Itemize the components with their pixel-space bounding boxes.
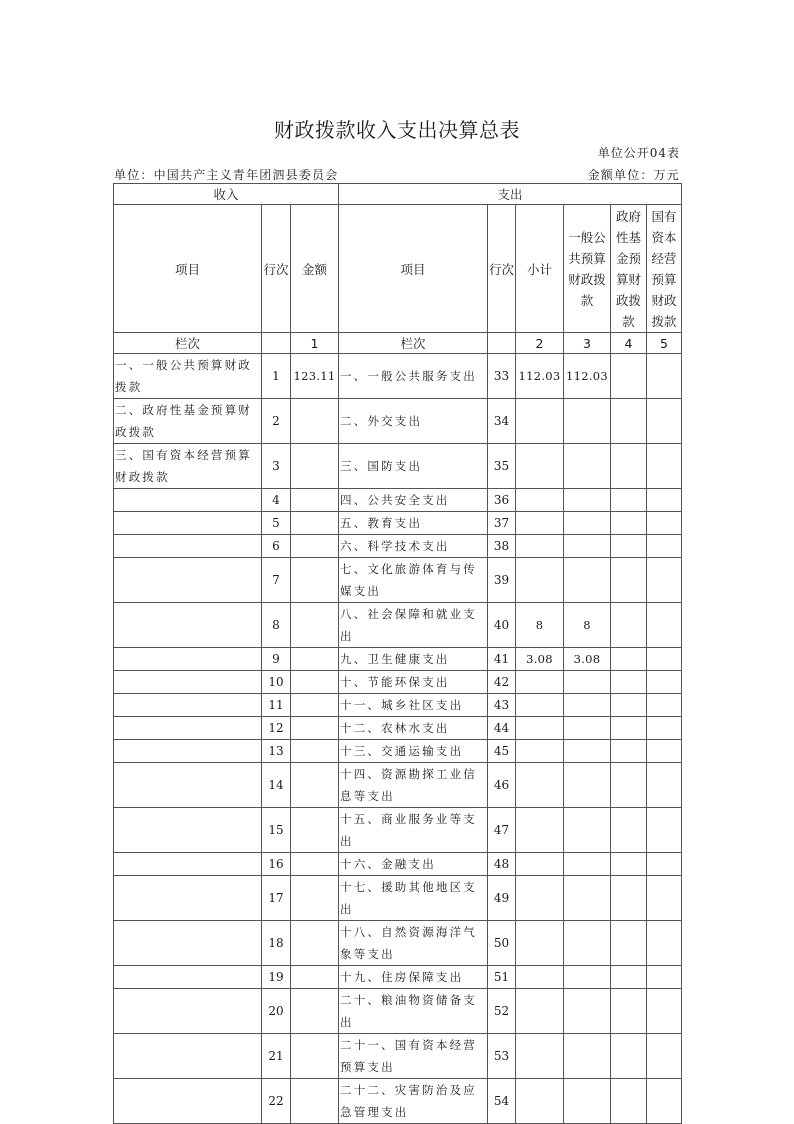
expense-line-cell: 33: [488, 354, 516, 399]
subtotal-cell: [516, 966, 564, 989]
gov-fund-cell: [611, 763, 647, 808]
expense-line-cell: 47: [488, 808, 516, 853]
general-budget-cell: 3.08: [564, 648, 611, 671]
income-amount-cell: [291, 671, 339, 694]
reporting-unit: 单位：中国共产主义青年团泗县委员会: [114, 168, 339, 182]
expense-item-cell: 十四、资源勘探工业信息等支出: [339, 763, 488, 808]
gov-fund-header: [611, 205, 647, 333]
general-budget-cell: [564, 717, 611, 740]
table-row: [114, 921, 682, 966]
gov-fund-cell: [611, 603, 647, 648]
page-title: 财政拨款收入支出决算总表: [274, 118, 520, 142]
table-row: [114, 763, 682, 808]
subtotal-cell: [516, 921, 564, 966]
subtotal-cell: [516, 808, 564, 853]
expense-item-cell: 四、公共安全支出: [339, 489, 488, 512]
state-capital-cell: [647, 535, 682, 558]
subtotal-cell: 8: [516, 603, 564, 648]
expense-item-header: 项目: [339, 205, 488, 333]
form-number: 单位公开04表: [597, 146, 680, 160]
state-capital-cell: [647, 512, 682, 535]
empty-cell: [488, 333, 516, 354]
general-budget-cell: 112.03: [564, 354, 611, 399]
general-budget-cell: [564, 966, 611, 989]
income-amount-cell: [291, 1034, 339, 1079]
expense-item-cell: 十一、城乡社区支出: [339, 694, 488, 717]
income-item-cell: [114, 694, 262, 717]
subtotal-cell: [516, 989, 564, 1034]
income-line-cell: 2: [262, 399, 291, 444]
general-budget-cell: [564, 558, 611, 603]
income-item-cell: [114, 989, 262, 1034]
income-line-cell: 21: [262, 1034, 291, 1079]
expense-line-cell: 49: [488, 876, 516, 921]
header-line: 一般公: [568, 229, 606, 245]
table-row: [114, 1079, 682, 1124]
income-amount-cell: [291, 558, 339, 603]
table-row: [114, 1034, 682, 1079]
subtotal-cell: [516, 399, 564, 444]
subtotal-cell: [516, 763, 564, 808]
income-amount-cell: [291, 694, 339, 717]
header-line: 算财: [615, 271, 641, 287]
subtotal-index: 2: [516, 333, 564, 354]
general-budget-cell: 8: [564, 603, 611, 648]
gov-fund-cell: [611, 921, 647, 966]
subtotal-header: 小计: [516, 205, 564, 333]
income-item-cell: [114, 966, 262, 989]
income-item-cell: [114, 1079, 262, 1124]
state-capital-cell: [647, 876, 682, 921]
header-line: 经营: [651, 250, 677, 266]
general-budget-cell: [564, 444, 611, 489]
subtotal-cell: [516, 535, 564, 558]
general-budget-cell: [564, 989, 611, 1034]
state-capital-cell: [647, 853, 682, 876]
income-amount-cell: [291, 399, 339, 444]
gov-fund-cell: [611, 694, 647, 717]
gov-fund-cell: [611, 535, 647, 558]
income-amount-cell: [291, 876, 339, 921]
header-line: 财政拨: [568, 271, 606, 287]
header-line: 款: [580, 292, 594, 308]
income-amount-cell: [291, 921, 339, 966]
income-item-cell: [114, 876, 262, 921]
income-line-cell: 10: [262, 671, 291, 694]
table-row: [114, 603, 682, 648]
income-amount-cell: [291, 1079, 339, 1124]
header-line: 金预: [615, 250, 641, 266]
subtotal-cell: 112.03: [516, 354, 564, 399]
income-amount-cell: [291, 740, 339, 763]
income-line-cell: 15: [262, 808, 291, 853]
general-budget-cell: [564, 1034, 611, 1079]
state-capital-cell: [647, 966, 682, 989]
income-line-header: 行次: [262, 205, 291, 333]
subtotal-cell: [516, 444, 564, 489]
header-line: 资本: [651, 229, 677, 245]
gov-fund-cell: [611, 648, 647, 671]
expense-line-cell: 35: [488, 444, 516, 489]
header-line: 共预算: [568, 250, 606, 266]
table-row: [114, 489, 682, 512]
general-budget-cell: [564, 535, 611, 558]
empty-cell: [262, 333, 291, 354]
expense-index-label: 栏次: [339, 333, 488, 354]
expense-line-cell: 41: [488, 648, 516, 671]
income-line-cell: 8: [262, 603, 291, 648]
header-line: 预算: [651, 271, 677, 287]
expense-item-cell: 五、教育支出: [339, 512, 488, 535]
income-line-cell: 1: [262, 354, 291, 399]
table-row: [114, 648, 682, 671]
subtotal-cell: [516, 1034, 564, 1079]
header-line: 政拨: [615, 292, 641, 308]
subtotal-cell: 3.08: [516, 648, 564, 671]
state-capital-index: 5: [647, 333, 682, 354]
state-capital-cell: [647, 740, 682, 763]
expense-item-cell: 十二、农林水支出: [339, 717, 488, 740]
table-row: [114, 694, 682, 717]
table-row: [114, 512, 682, 535]
subtotal-cell: [516, 853, 564, 876]
general-budget-cell: [564, 808, 611, 853]
income-line-cell: 3: [262, 444, 291, 489]
gov-fund-cell: [611, 808, 647, 853]
income-amount-cell: [291, 535, 339, 558]
header-line: 款: [622, 313, 635, 329]
general-budget-cell: [564, 399, 611, 444]
income-line-cell: 14: [262, 763, 291, 808]
income-line-cell: 6: [262, 535, 291, 558]
subtotal-cell: [516, 740, 564, 763]
general-index: 3: [564, 333, 611, 354]
gov-fund-cell: [611, 717, 647, 740]
table-row: [114, 558, 682, 603]
expense-item-cell: 二十二、灾害防治及应急管理支出: [339, 1079, 488, 1124]
expense-line-cell: 54: [488, 1079, 516, 1124]
gov-fund-cell: [611, 1034, 647, 1079]
income-item-cell: [114, 603, 262, 648]
income-line-cell: 13: [262, 740, 291, 763]
state-capital-cell: [647, 694, 682, 717]
income-amount-cell: [291, 489, 339, 512]
income-item-cell: [114, 808, 262, 853]
gov-fund-cell: [611, 489, 647, 512]
expense-line-cell: 42: [488, 671, 516, 694]
header-line: 财政: [651, 292, 677, 308]
state-capital-cell: [647, 671, 682, 694]
gov-fund-cell: [611, 671, 647, 694]
gov-fund-cell: [611, 444, 647, 489]
general-budget-cell: [564, 921, 611, 966]
income-line-cell: 20: [262, 989, 291, 1034]
subtotal-cell: [516, 1079, 564, 1124]
income-amount-cell: [291, 966, 339, 989]
subtotal-cell: [516, 489, 564, 512]
general-budget-cell: [564, 671, 611, 694]
income-item-cell: 三、国有资本经营预算财政拨款: [114, 444, 262, 489]
gov-fund-cell: [611, 354, 647, 399]
state-capital-cell: [647, 763, 682, 808]
state-capital-cell: [647, 989, 682, 1034]
gov-fund-cell: [611, 740, 647, 763]
income-line-cell: 9: [262, 648, 291, 671]
subtotal-cell: [516, 694, 564, 717]
table-row: [114, 444, 682, 489]
table-row: [114, 966, 682, 989]
expense-item-cell: 十九、住房保障支出: [339, 966, 488, 989]
gov-fund-cell: [611, 853, 647, 876]
general-budget-cell: [564, 763, 611, 808]
income-line-cell: 18: [262, 921, 291, 966]
income-line-cell: 16: [262, 853, 291, 876]
state-capital-cell: [647, 1034, 682, 1079]
expense-line-cell: 50: [488, 921, 516, 966]
gov-fund-cell: [611, 558, 647, 603]
header-line: 性基: [615, 229, 641, 245]
income-amount-cell: [291, 603, 339, 648]
state-capital-cell: [647, 808, 682, 853]
income-amount-index: 1: [291, 333, 339, 354]
general-budget-cell: [564, 1079, 611, 1124]
expense-line-cell: 39: [488, 558, 516, 603]
expense-line-cell: 34: [488, 399, 516, 444]
column-index-row: [114, 333, 682, 354]
amount-unit: 金额单位：万元: [587, 168, 680, 182]
state-capital-cell: [647, 399, 682, 444]
expense-line-header: 行次: [488, 205, 516, 333]
gov-fund-cell: [611, 1079, 647, 1124]
expense-line-cell: 53: [488, 1034, 516, 1079]
subtotal-cell: [516, 512, 564, 535]
income-amount-cell: [291, 444, 339, 489]
expense-item-cell: 九、卫生健康支出: [339, 648, 488, 671]
income-item-cell: [114, 535, 262, 558]
income-item-header: 项目: [114, 205, 262, 333]
column-header-row: [114, 205, 682, 333]
expense-item-cell: 二十、粮油物资储备支出: [339, 989, 488, 1034]
expense-item-cell: 一、一般公共服务支出: [339, 354, 488, 399]
gov-fund-cell: [611, 989, 647, 1034]
table-row: [114, 535, 682, 558]
expense-item-cell: 二十一、国有资本经营预算支出: [339, 1034, 488, 1079]
income-item-cell: [114, 558, 262, 603]
income-line-cell: 19: [262, 966, 291, 989]
expense-line-cell: 40: [488, 603, 516, 648]
expense-item-cell: 二、外交支出: [339, 399, 488, 444]
table-row: [114, 876, 682, 921]
table-row: [114, 717, 682, 740]
subtotal-cell: [516, 876, 564, 921]
gov-fund-cell: [611, 399, 647, 444]
expense-item-cell: 十、节能环保支出: [339, 671, 488, 694]
income-amount-cell: [291, 989, 339, 1034]
table-row: [114, 853, 682, 876]
income-line-cell: 17: [262, 876, 291, 921]
income-line-cell: 4: [262, 489, 291, 512]
state-capital-cell: [647, 921, 682, 966]
general-budget-header: [564, 205, 611, 333]
income-item-cell: 一、一般公共预算财政拨款: [114, 354, 262, 399]
expense-item-cell: 三、国防支出: [339, 444, 488, 489]
expense-item-cell: 八、社会保障和就业支出: [339, 603, 488, 648]
table-row: [114, 808, 682, 853]
expense-item-cell: 十三、交通运输支出: [339, 740, 488, 763]
subtotal-cell: [516, 558, 564, 603]
expense-line-cell: 37: [488, 512, 516, 535]
income-item-cell: [114, 853, 262, 876]
expense-item-cell: 十五、商业服务业等支出: [339, 808, 488, 853]
income-item-cell: [114, 648, 262, 671]
table-row: [114, 671, 682, 694]
state-capital-header: [647, 205, 682, 333]
section-header-row: [114, 184, 682, 205]
income-item-cell: [114, 740, 262, 763]
income-line-cell: 12: [262, 717, 291, 740]
state-capital-cell: [647, 489, 682, 512]
table-row: [114, 989, 682, 1034]
income-item-cell: [114, 489, 262, 512]
table-row: [114, 399, 682, 444]
expense-line-cell: 48: [488, 853, 516, 876]
expense-item-cell: 七、文化旅游体育与传媒支出: [339, 558, 488, 603]
state-capital-cell: [647, 558, 682, 603]
state-capital-cell: [647, 717, 682, 740]
header-line: 国有: [651, 208, 677, 224]
income-amount-cell: [291, 763, 339, 808]
income-amount-cell: [291, 648, 339, 671]
expense-item-cell: 十七、援助其他地区支出: [339, 876, 488, 921]
header-line: 拨款: [651, 313, 677, 329]
gov-fund-cell: [611, 512, 647, 535]
income-item-cell: [114, 671, 262, 694]
income-item-cell: 二、政府性基金预算财政拨款: [114, 399, 262, 444]
income-item-cell: [114, 717, 262, 740]
income-amount-cell: 123.11: [291, 354, 339, 399]
expense-line-cell: 44: [488, 717, 516, 740]
income-amount-header: 金额: [291, 205, 339, 333]
general-budget-cell: [564, 489, 611, 512]
income-item-cell: [114, 763, 262, 808]
income-amount-cell: [291, 512, 339, 535]
income-index-label: 栏次: [114, 333, 262, 354]
expense-item-cell: 六、科学技术支出: [339, 535, 488, 558]
income-line-cell: 22: [262, 1079, 291, 1124]
header-line: 政府: [615, 208, 641, 224]
state-capital-cell: [647, 1079, 682, 1124]
general-budget-cell: [564, 853, 611, 876]
income-amount-cell: [291, 853, 339, 876]
expense-item-cell: 十八、自然资源海洋气象等支出: [339, 921, 488, 966]
table-row: [114, 354, 682, 399]
expense-line-cell: 36: [488, 489, 516, 512]
state-capital-cell: [647, 603, 682, 648]
expense-line-cell: 51: [488, 966, 516, 989]
income-item-cell: [114, 512, 262, 535]
income-section-header: 收入: [114, 184, 339, 205]
expense-line-cell: 52: [488, 989, 516, 1034]
expense-section-header: 支出: [339, 184, 682, 205]
gov-fund-index: 4: [611, 333, 647, 354]
general-budget-cell: [564, 512, 611, 535]
income-amount-cell: [291, 717, 339, 740]
state-capital-cell: [647, 648, 682, 671]
expense-line-cell: 45: [488, 740, 516, 763]
income-item-cell: [114, 921, 262, 966]
income-line-cell: 7: [262, 558, 291, 603]
expense-line-cell: 38: [488, 535, 516, 558]
subtotal-cell: [516, 717, 564, 740]
general-budget-cell: [564, 694, 611, 717]
state-capital-cell: [647, 354, 682, 399]
expense-line-cell: 46: [488, 763, 516, 808]
table-row: [114, 740, 682, 763]
expense-line-cell: 43: [488, 694, 516, 717]
subtotal-cell: [516, 671, 564, 694]
appropriation-summary-table: [113, 183, 682, 1124]
income-line-cell: 11: [262, 694, 291, 717]
expense-item-cell: 十六、金融支出: [339, 853, 488, 876]
income-amount-cell: [291, 808, 339, 853]
general-budget-cell: [564, 740, 611, 763]
gov-fund-cell: [611, 966, 647, 989]
gov-fund-cell: [611, 876, 647, 921]
state-capital-cell: [647, 444, 682, 489]
income-line-cell: 5: [262, 512, 291, 535]
income-item-cell: [114, 1034, 262, 1079]
general-budget-cell: [564, 876, 611, 921]
